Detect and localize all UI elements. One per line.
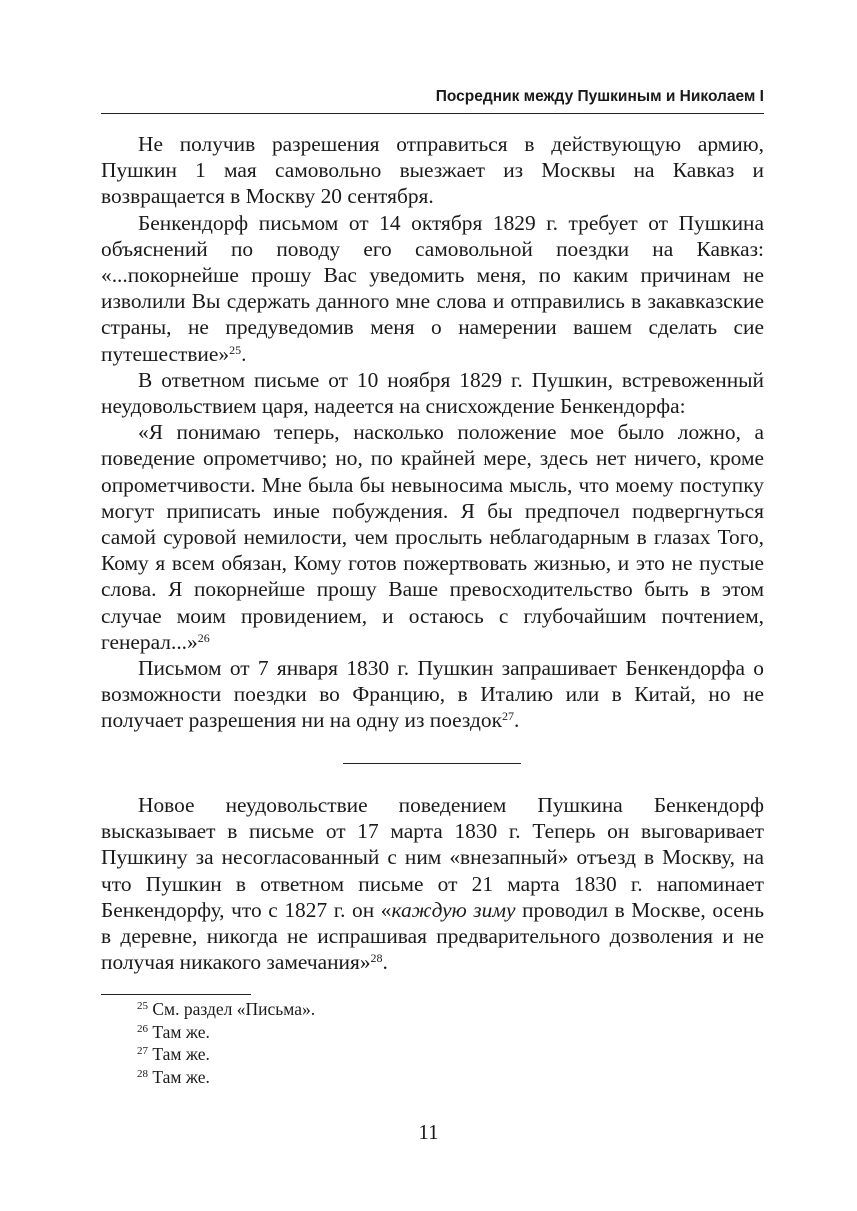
footnote-number: 26 xyxy=(137,1022,148,1035)
paragraph-5-end: . xyxy=(513,708,520,733)
header-rule xyxy=(101,113,764,114)
paragraph-3-text: В ответном письме от 10 ноября 1829 г. Пушкин, встревоженный неудовольствием царя, надеется на снисхождение Бенкендорфа: xyxy=(101,367,764,419)
paragraph-1 xyxy=(101,131,764,210)
footnote xyxy=(137,1043,315,1066)
footnote-ref-26: 26 xyxy=(197,630,210,645)
paragraph-6-end: . xyxy=(382,950,388,975)
footnote xyxy=(137,1066,315,1089)
paragraph-2-text: Бенкендорф письмом от 14 октября 1829 г. требует от Пушкина объяснений по поводу его самовольной поездки на Кавказ: «...покорнейше прошу Вас уведомить меня, по каким причинам не изволили Вы сдержать данного мне слова и отправились в закавказские страны, не предуведомив меня о намерении вашем сделать сие путешествие» xyxy=(101,210,764,366)
running-header: Посредник между Пушкиным и Николаем I xyxy=(435,88,764,105)
section-divider xyxy=(343,763,521,764)
footnote-text: См. раздел «Письма». xyxy=(152,999,316,1019)
paragraph-5 xyxy=(101,655,764,734)
footnote-number: 27 xyxy=(137,1045,148,1057)
paragraph-2-end: . xyxy=(241,341,247,366)
paragraph-6 xyxy=(101,792,764,975)
footnote xyxy=(137,998,315,1021)
quote-text: «Я понимаю теперь, насколько положение мое было ложно, а поведение опрометчиво; но, по крайней мере, здесь нет ничего, кроме опрометчивости. Мне была бы невыносима мысль, что моему поступку могут приписать иные побуждения. Я бы предпочел подвергнуться самой суровой немилости, чем прослыть неблагодарным в глазах Того, Кому я всем обязан, Кому готов пожертвовать жизнью, и это не пустые слова. Я покорнейше прошу Ваше превосходительство быть в этом случае моим провидением, и остаюсь с глубочайшим почтением, генерал...» xyxy=(101,420,764,654)
paragraph-5-text: Письмом от 7 января 1830 г. Пушкин запрашивает Бенкендорфа о возможности поездки во Францию, в Италию или в Китай, но не получает разрешения ни на одну из поездок xyxy=(101,656,764,733)
paragraph-6-italic: каждую зиму xyxy=(391,897,516,922)
footnote xyxy=(137,1021,315,1044)
paragraph-2 xyxy=(101,210,764,367)
footnote-number: 25 xyxy=(137,1000,148,1012)
footnote-number: 28 xyxy=(137,1067,148,1080)
page-number: 11 xyxy=(418,1120,439,1144)
paragraph-6-text-a: Новое неудовольствие поведением Пушкина Бенкендорф высказывает в письме от 17 марта 1830 г. Теперь он выговаривает Пушкину за несогласованный с ним «внезапный» отъезд в Москву, на что Пушкин в ответном письме от 21 марта 1830 г. напоминает Бенкендорфу, что с 1827 г. он « xyxy=(101,793,764,922)
paragraph-1-text: Не получив разрешения отправиться в действующую армию, Пушкин 1 мая самовольно выезжает из Москвы на Кавказ и возвращается в Москву 20 сентября. xyxy=(101,132,764,209)
footnote-rule xyxy=(101,994,251,995)
footnote-ref-27: 27 xyxy=(501,709,514,724)
text-block-upper xyxy=(101,131,764,734)
footnote-ref-28: 28 xyxy=(370,951,383,966)
footnote-text: Там же. xyxy=(152,1044,210,1064)
quote-paragraph xyxy=(101,419,764,655)
footnote-text: Там же. xyxy=(152,1066,210,1087)
text-block-lower xyxy=(101,792,764,975)
footnote-ref-25: 25 xyxy=(229,342,242,357)
paragraph-6-text-b: проводил в Москве, осень в деревне, никогда не испрашивая предварительного дозволения и не получая никакого замечания» xyxy=(101,897,764,975)
footnote-text: Там же. xyxy=(152,1021,210,1042)
footnotes xyxy=(137,998,315,1088)
paragraph-3 xyxy=(101,367,764,419)
